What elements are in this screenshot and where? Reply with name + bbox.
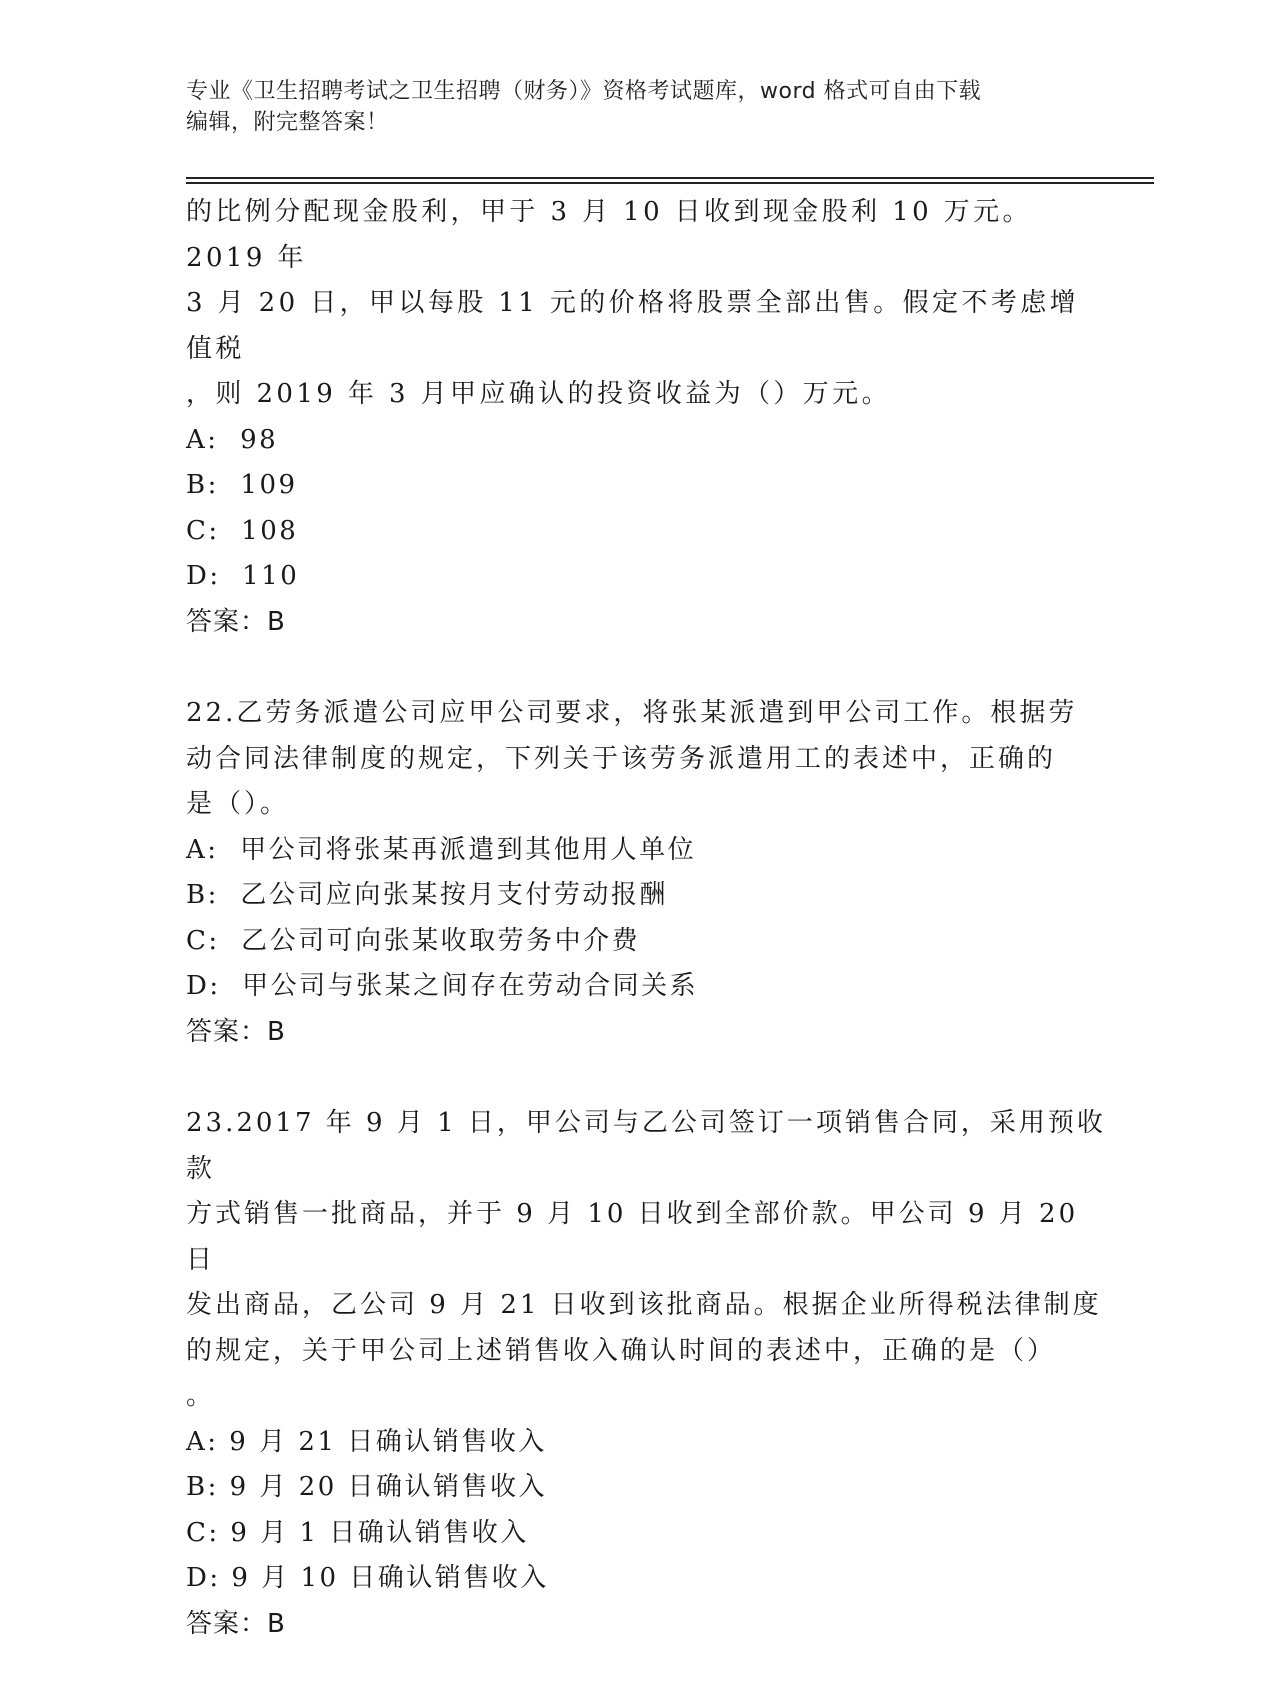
header-divider-top: [186, 177, 1154, 179]
header-line-1: 专业《卫生招聘考试之卫生招聘（财务）》资格考试题库，word 格式可自由下载: [186, 79, 982, 104]
option-b: B: 109: [186, 470, 298, 500]
question-block: [186, 1101, 1106, 1647]
question-text-line: 发出商品，乙公司 9 月 21 日收到该批商品。根据企业所得税法律制度: [186, 1290, 1102, 1320]
question-text-line: 。: [186, 1381, 216, 1411]
question-text-line: 方式销售一批商品，并于 9 月 10 日收到全部价款。甲公司 9 月 20 日: [186, 1199, 1090, 1275]
question-text-line: 22.乙劳务派遣公司应甲公司要求，将张某派遣到甲公司工作。根据劳: [186, 698, 1078, 728]
option-b: B: 乙公司应向张某按月支付劳动报酬: [186, 880, 668, 910]
answer-label: 答案：B: [186, 1016, 286, 1047]
header-line-2: 编辑，附完整答案！: [186, 110, 389, 135]
option-c: C: 乙公司可向张某收取劳务中介费: [186, 925, 641, 956]
header-divider-bottom: [186, 182, 1154, 184]
document-header: [186, 76, 1066, 138]
question-list: [186, 190, 1106, 1693]
question-text-line: 动合同法律制度的规定，下列关于该劳务派遣用工的表述中，正确的: [186, 743, 1057, 774]
option-c: C: 108: [186, 515, 299, 546]
question-block: [186, 691, 1106, 1055]
option-d: D: 甲公司与张某之间存在劳动合同关系: [186, 971, 699, 1001]
option-a: A: 甲公司将张某再派遣到其他用人单位: [186, 834, 697, 865]
answer-label: 答案：B: [186, 606, 286, 637]
question-text-line: 3 月 20 日，甲以每股 11 元的价格将股票全部出售。假定不考虑增值税: [186, 288, 1080, 364]
answer-label: 答案：B: [186, 1608, 286, 1639]
question-text-line: 是（）。: [186, 789, 290, 819]
option-d: D: 9 月 10 日确认销售收入: [186, 1563, 549, 1593]
question-text-line: 23.2017 年 9 月 1 日，甲公司与乙公司签订一项销售合同，采用预收款: [186, 1108, 1106, 1184]
option-b: B: 9 月 20 日确认销售收入: [186, 1472, 548, 1502]
question-text-line: 的比例分配现金股利，甲于 3 月 10 日收到现金股利 10 万元。2019 年: [186, 197, 1032, 273]
option-d: D: 110: [186, 561, 300, 591]
option-a: A: 9 月 21 日确认销售收入: [186, 1426, 547, 1457]
question-block: [186, 190, 1106, 645]
option-c: C: 9 月 1 日确认销售收入: [186, 1517, 529, 1548]
question-text-line: 的规定，关于甲公司上述销售收入确认时间的表述中，正确的是（）: [186, 1335, 1057, 1366]
question-text-line: ，则 2019 年 3 月甲应确认的投资收益为（）万元。: [186, 379, 891, 409]
option-a: A: 98: [186, 424, 279, 455]
